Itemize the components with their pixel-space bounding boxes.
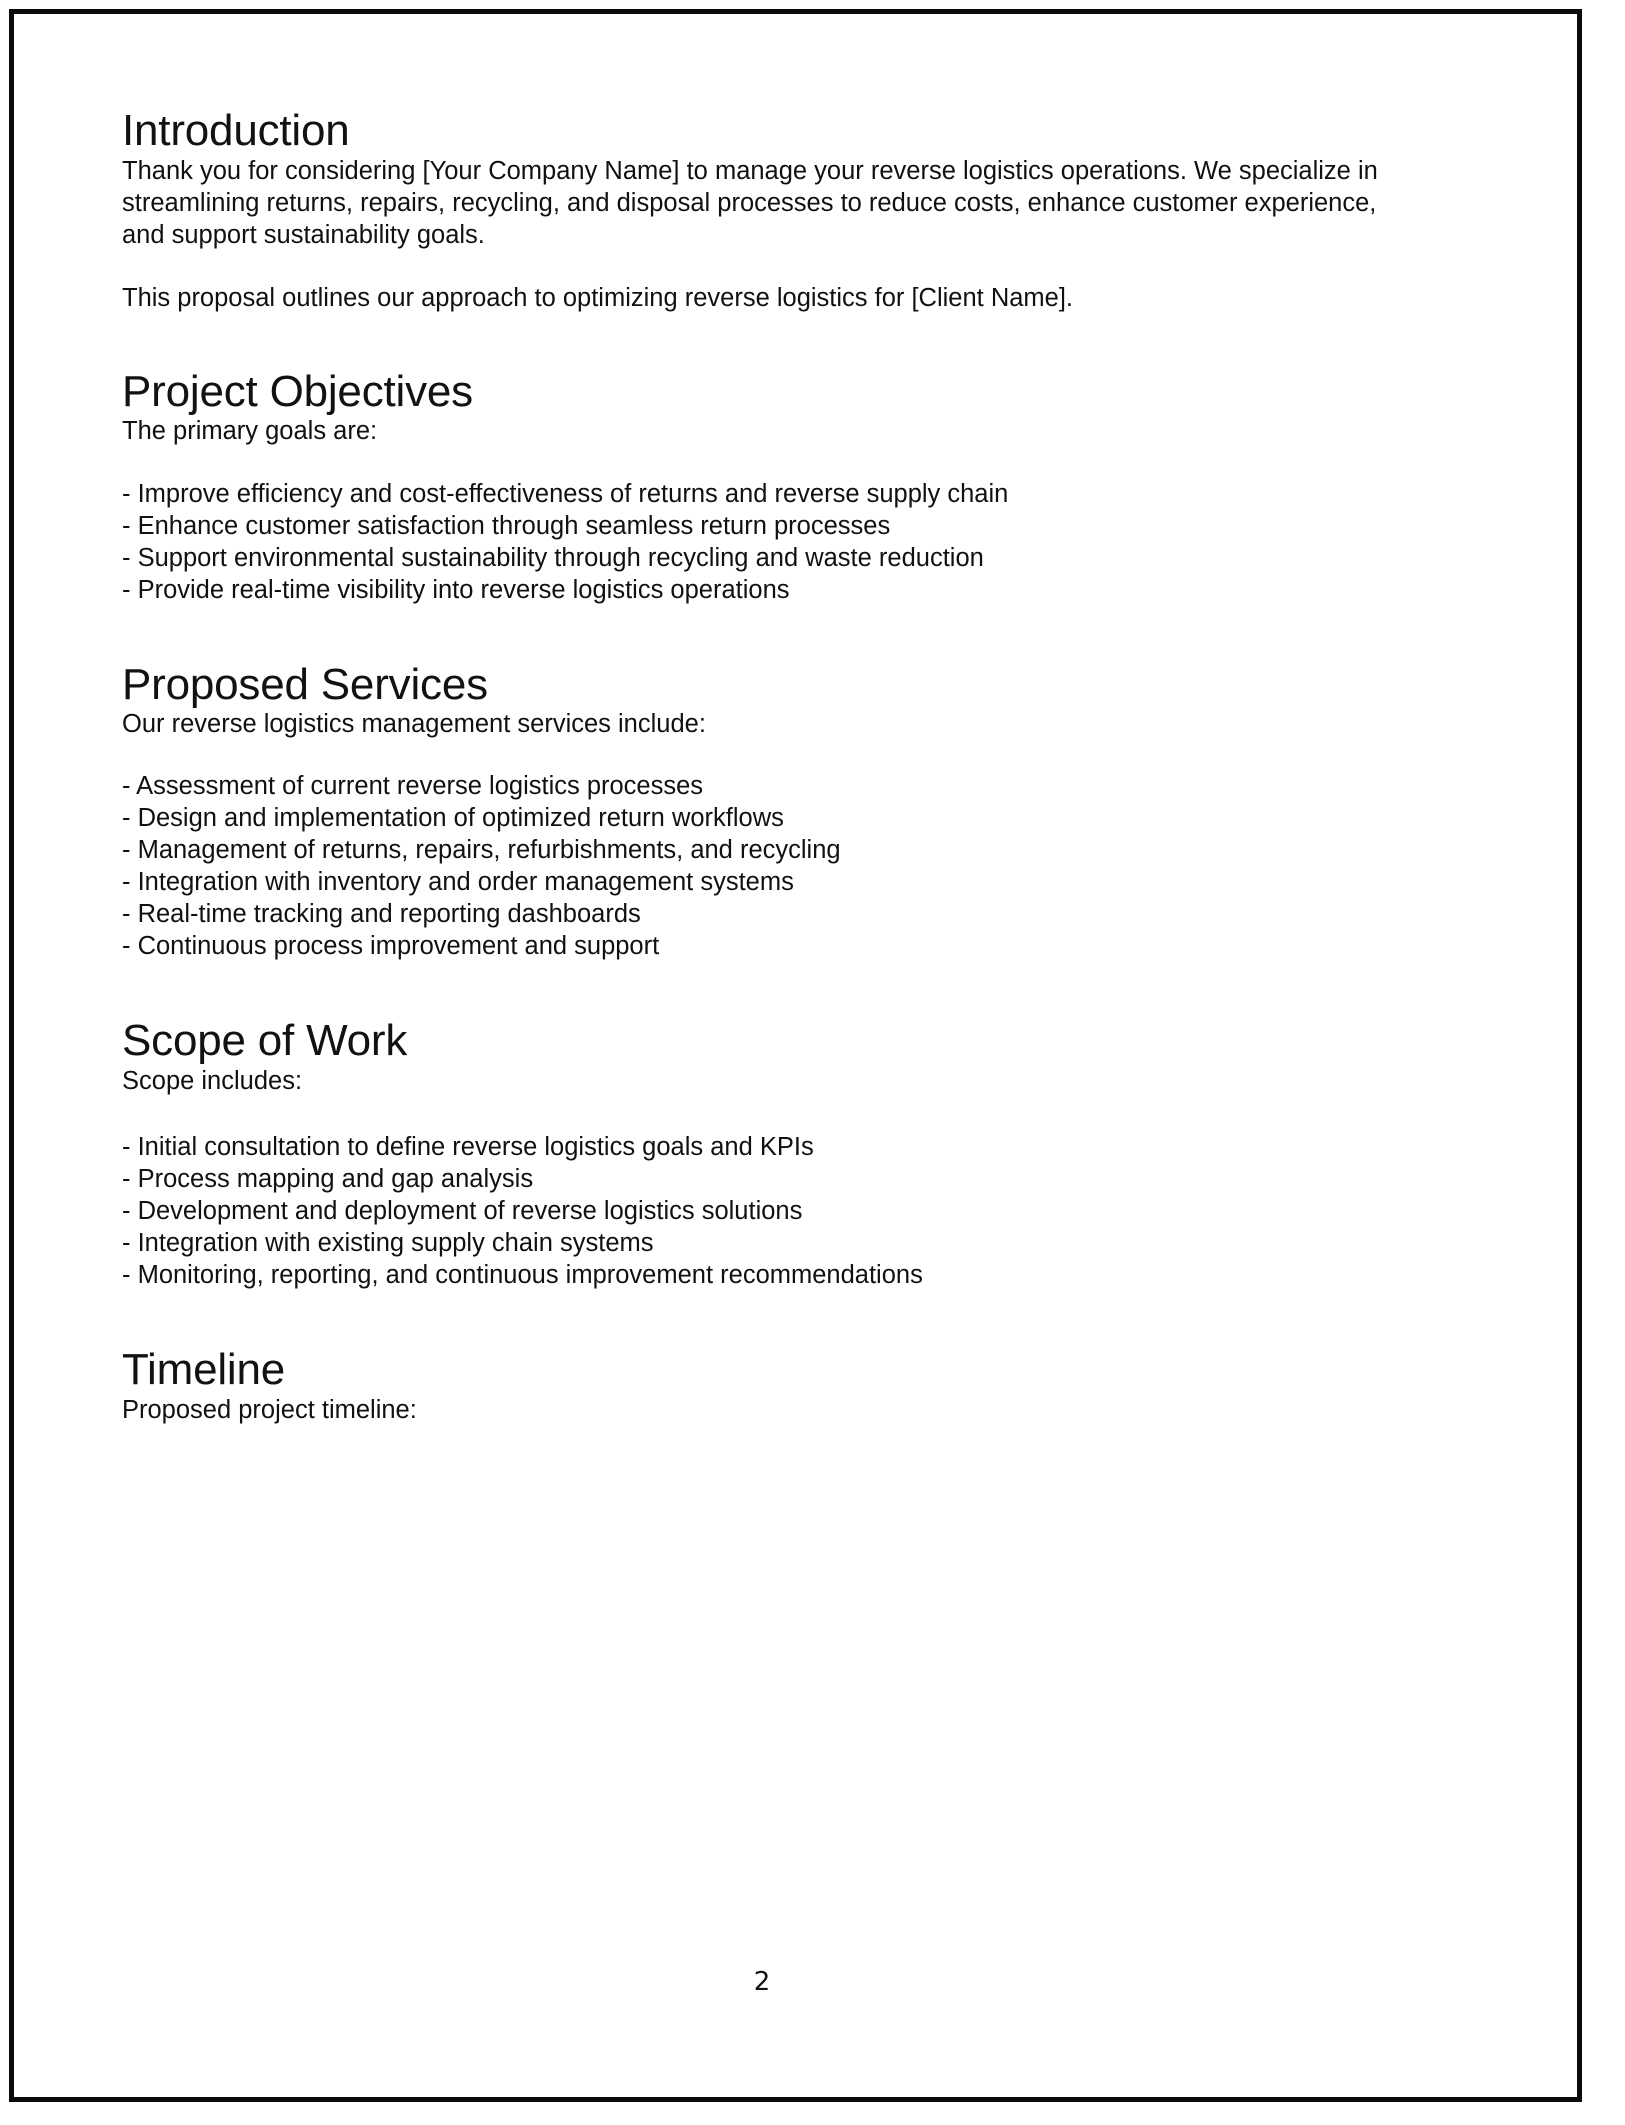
lead-proposed-services: Our reverse logistics management services include: <box>122 710 706 739</box>
lead-scope-of-work: Scope includes: <box>122 1067 303 1095</box>
list-scope-of-work <box>122 1131 1402 1291</box>
heading-scope-of-work: Scope of Work <box>122 1016 408 1066</box>
page-number: 2 <box>753 1967 771 1997</box>
list-item: - Assessment of current reverse logistics processes <box>122 772 704 801</box>
list-item: - Monitoring, reporting, and continuous improvement recommendations <box>122 1261 923 1290</box>
list-project-objectives <box>122 478 1402 606</box>
lead-timeline: Proposed project timeline: <box>122 1395 417 1424</box>
section-project-objectives <box>122 366 1402 606</box>
list-item: - Provide real-time visibility into reverse logistics operations <box>122 575 790 604</box>
document-body <box>122 108 1402 1426</box>
list-item: - Real-time tracking and reporting dashboards <box>122 900 641 929</box>
list-item: - Initial consultation to define reverse logistics goals and KPIs <box>122 1133 814 1162</box>
paragraph-introduction-2: This proposal outlines our approach to optimizing reverse logistics for [Client Name]. <box>122 284 1074 313</box>
list-item: - Support environmental sustainability through recycling and waste reduction <box>122 543 984 572</box>
list-item: - Improve efficiency and cost-effectiveness of returns and reverse supply chain <box>122 479 1009 508</box>
section-timeline <box>122 1347 1402 1426</box>
list-item: - Enhance customer satisfaction through seamless return processes <box>122 511 891 540</box>
lead-project-objectives: The primary goals are: <box>122 417 378 446</box>
list-item: - Continuous process improvement and support <box>122 932 660 961</box>
list-item: - Integration with inventory and order management systems <box>122 868 794 897</box>
section-scope-of-work <box>122 1018 1402 1291</box>
heading-timeline: Timeline <box>122 1345 286 1395</box>
heading-proposed-services: Proposed Services <box>122 659 488 709</box>
list-item: - Integration with existing supply chain systems <box>122 1229 654 1258</box>
heading-introduction: Introduction <box>122 106 350 155</box>
list-proposed-services <box>122 770 1402 962</box>
section-introduction <box>122 108 1402 315</box>
list-item: - Development and deployment of reverse logistics solutions <box>122 1197 803 1226</box>
heading-project-objectives: Project Objectives <box>122 366 473 416</box>
list-item: - Process mapping and gap analysis <box>122 1165 534 1194</box>
list-item: - Management of returns, repairs, refurbishments, and recycling <box>122 836 841 865</box>
paragraph-introduction-1: Thank you for considering [Your Company Name] to manage your reverse logistics operations. We specialize in streamlining returns, repairs, recycling, and disposal processes to reduce costs, enhance customer experience, and support sustainability goals. <box>122 156 1378 250</box>
list-item: - Design and implementation of optimized return workflows <box>122 804 784 833</box>
section-proposed-services <box>122 659 1402 963</box>
